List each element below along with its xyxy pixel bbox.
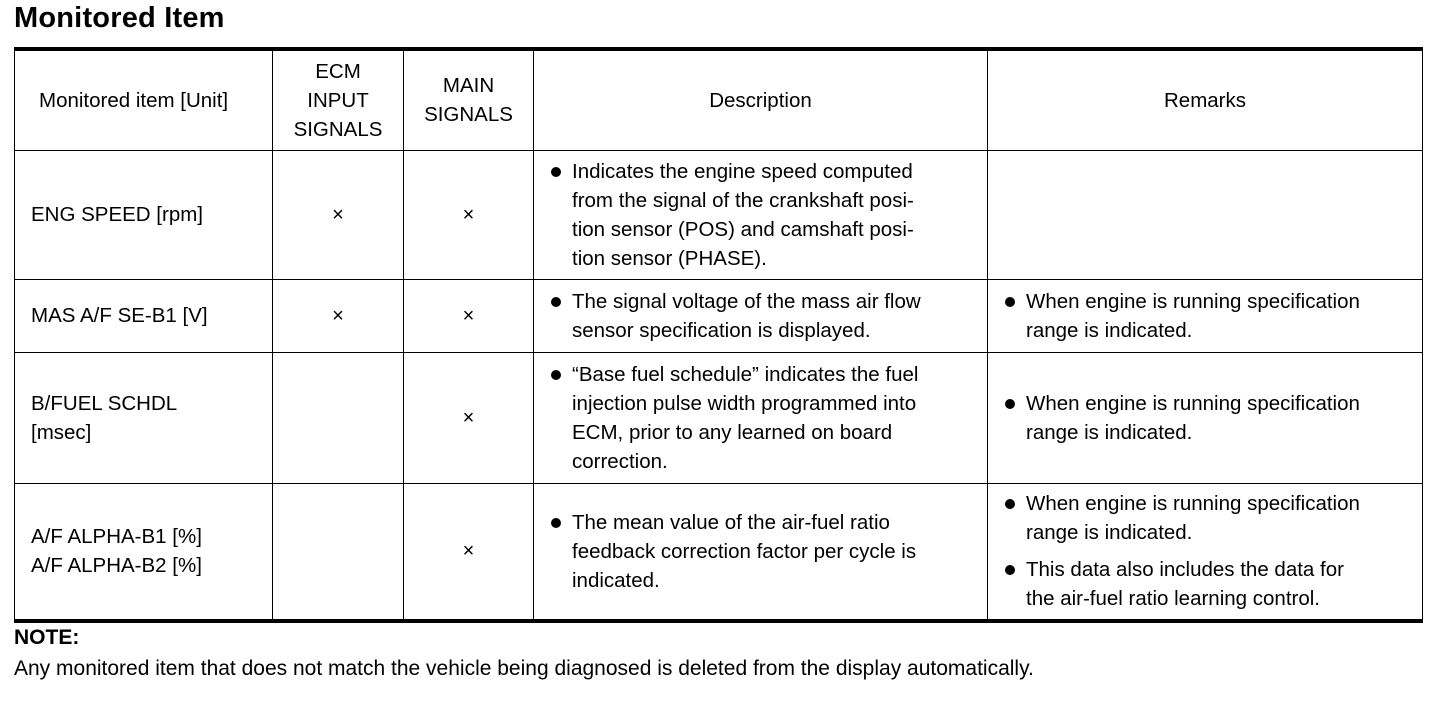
item-cell bbox=[15, 483, 273, 621]
table-row bbox=[15, 150, 1423, 279]
remark-line: range is indicated. bbox=[1026, 521, 1193, 545]
remark-line: When engine is running specification bbox=[1026, 289, 1360, 313]
description-line: injection pulse width programmed into bbox=[572, 391, 917, 415]
main-signal-cell bbox=[404, 279, 534, 352]
item-name: ENG SPEED [rpm] bbox=[31, 203, 204, 226]
header-row bbox=[15, 49, 1423, 150]
description-line: ECM, prior to any learned on board bbox=[572, 420, 893, 444]
cross-mark: × bbox=[462, 540, 475, 563]
remark-line: range is indicated. bbox=[1026, 420, 1193, 444]
main-signal-cell bbox=[404, 352, 534, 483]
ecm-input-cell bbox=[273, 150, 404, 279]
description-line: indicated. bbox=[572, 568, 660, 592]
header-monitored-item: Monitored item [Unit] bbox=[15, 49, 273, 150]
header-ecm-input-signals bbox=[273, 49, 404, 150]
description-cell bbox=[534, 483, 988, 621]
description-line: Indicates the engine speed computed bbox=[572, 159, 913, 183]
remarks-cell bbox=[988, 150, 1423, 279]
main-signal-cell bbox=[404, 150, 534, 279]
item-name: A/F ALPHA-B1 [%] bbox=[31, 525, 202, 549]
header-remarks: Remarks bbox=[988, 49, 1423, 150]
description-line: “Base fuel schedule” indicates the fuel bbox=[572, 362, 919, 386]
description-line: The mean value of the air-fuel ratio bbox=[572, 510, 890, 534]
remark-bullet bbox=[1004, 389, 1412, 447]
remark-line: When engine is running specification bbox=[1026, 492, 1360, 516]
remark-line: range is indicated. bbox=[1026, 318, 1193, 342]
remark-bullet bbox=[1004, 555, 1412, 613]
description-line: The signal voltage of the mass air flow bbox=[572, 289, 921, 313]
item-name: MAS A/F SE-B1 [V] bbox=[31, 304, 208, 327]
item-cell bbox=[15, 150, 273, 279]
description-bullet bbox=[550, 360, 977, 476]
cross-mark: × bbox=[462, 304, 475, 327]
description-line: correction. bbox=[572, 449, 668, 473]
header-ecm-line: INPUT bbox=[307, 88, 369, 112]
monitored-item-table bbox=[14, 47, 1423, 623]
note-heading: NOTE: bbox=[14, 626, 80, 649]
item-cell bbox=[15, 279, 273, 352]
main-signal-cell bbox=[404, 483, 534, 621]
ecm-input-cell bbox=[273, 483, 404, 621]
description-bullet bbox=[550, 157, 977, 273]
cross-mark: × bbox=[332, 304, 344, 327]
header-main-line: SIGNALS bbox=[424, 103, 513, 127]
remark-bullet bbox=[1004, 489, 1412, 547]
header-ecm-line: ECM bbox=[315, 59, 361, 83]
cross-mark: × bbox=[462, 406, 475, 429]
remark-line: the air-fuel ratio learning control. bbox=[1026, 587, 1320, 611]
ecm-input-cell bbox=[273, 279, 404, 352]
item-unit: [msec] bbox=[31, 420, 92, 444]
header-main-line: MAIN bbox=[442, 74, 495, 98]
remarks-cell bbox=[988, 483, 1423, 621]
table-row bbox=[15, 279, 1423, 352]
description-cell bbox=[534, 352, 988, 483]
description-line: tion sensor (PHASE). bbox=[572, 246, 767, 270]
table-row bbox=[15, 352, 1423, 483]
description-line: tion sensor (POS) and camshaft posi- bbox=[572, 217, 914, 241]
item-name: B/FUEL SCHDL bbox=[31, 391, 178, 415]
description-bullet bbox=[550, 287, 977, 345]
note-text: Any monitored item that does not match the vehicle being diagnosed is deleted from the display automatically. bbox=[14, 657, 1034, 680]
remarks-cell bbox=[988, 352, 1423, 483]
header-description: Description bbox=[534, 49, 988, 150]
page-title: Monitored Item bbox=[14, 2, 225, 34]
cross-mark: × bbox=[462, 203, 475, 226]
remark-bullet bbox=[1004, 287, 1412, 345]
description-cell bbox=[534, 150, 988, 279]
description-cell bbox=[534, 279, 988, 352]
description-line: from the signal of the crankshaft posi- bbox=[572, 188, 914, 212]
remark-line: When engine is running specification bbox=[1026, 391, 1360, 415]
remark-line: This data also includes the data for bbox=[1026, 558, 1344, 582]
table-row bbox=[15, 483, 1423, 621]
header-main-signals bbox=[404, 49, 534, 150]
cross-mark: × bbox=[332, 203, 344, 226]
description-line: feedback correction factor per cycle is bbox=[572, 539, 917, 563]
header-ecm-line: SIGNALS bbox=[293, 117, 383, 141]
remarks-cell bbox=[988, 279, 1423, 352]
description-bullet bbox=[550, 508, 977, 595]
item-cell bbox=[15, 352, 273, 483]
ecm-input-cell bbox=[273, 352, 404, 483]
item-name: A/F ALPHA-B2 [%] bbox=[31, 554, 202, 578]
description-line: sensor specification is displayed. bbox=[572, 318, 871, 342]
